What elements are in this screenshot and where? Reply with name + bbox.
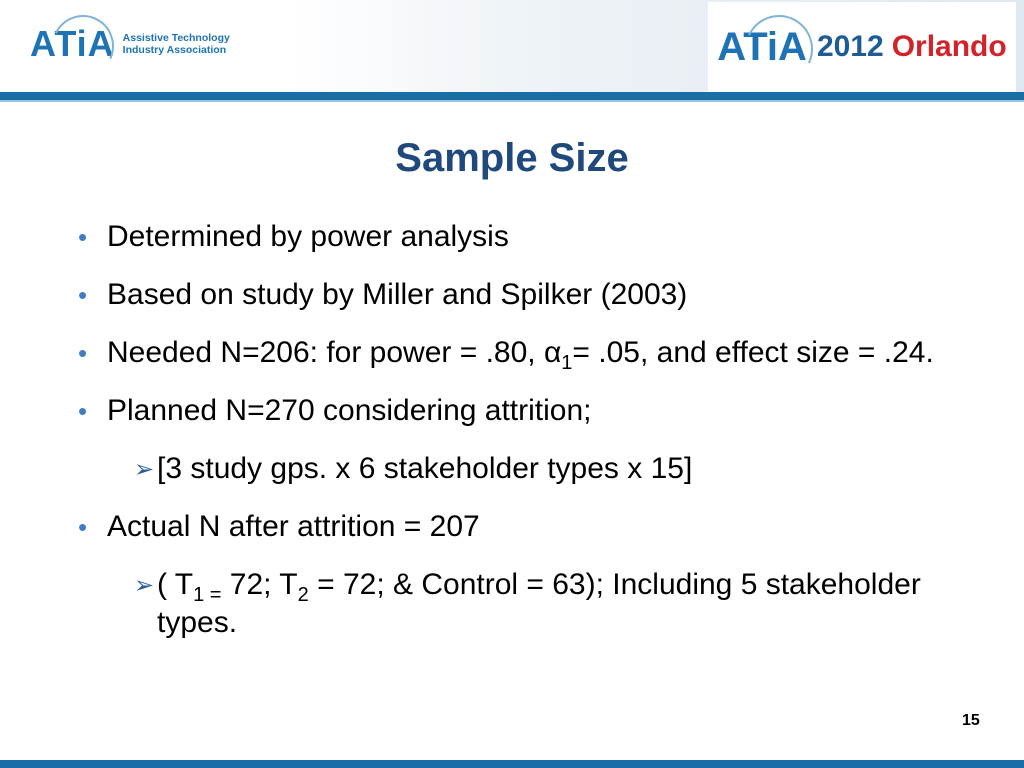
- bullet-item: [78, 276, 958, 314]
- conference-city: Orlando: [891, 30, 1007, 63]
- slide-body: [78, 218, 958, 662]
- sub-bullet-item: [78, 566, 958, 642]
- header-divider-thin: [0, 100, 1024, 102]
- bullet-item: [78, 392, 958, 430]
- bullet-text: Planned N=270 considering attrition;: [107, 394, 592, 427]
- atia-logo-text: ATiA: [30, 23, 115, 64]
- arrow-right-icon: ➢: [134, 572, 155, 599]
- t2-subscript: 2: [297, 584, 309, 606]
- slide-title: Sample Size: [395, 136, 629, 180]
- t1-subscript: 1 =: [193, 584, 222, 606]
- sub-bullet-text: [3 study gps. x 6 stakeholder types x 15]: [157, 452, 693, 485]
- alpha-subscript: 1: [561, 352, 573, 374]
- header-band: [0, 0, 1024, 92]
- conference-logo: [708, 2, 1016, 92]
- conference-year: 2012: [816, 30, 884, 63]
- bullet-text: Needed N=206: for power = .80, α: [107, 336, 562, 369]
- bullet-item: [78, 218, 958, 256]
- conference-swoosh-icon: [736, 5, 823, 92]
- page-number: 15: [962, 712, 980, 729]
- sub-bullet-text-cont: 72; T: [221, 568, 298, 601]
- logo-swoosh-icon: [43, 6, 122, 85]
- atia-logo: [30, 12, 230, 76]
- sub-bullet-text-end: = 72; & Control = 63); Including 5 stakeholder types.: [157, 568, 921, 639]
- bullet-text: Determined by power analysis: [107, 220, 509, 253]
- bullet-dot-icon: •: [78, 280, 88, 310]
- bullet-dot-icon: •: [78, 396, 88, 426]
- bullet-dot-icon: •: [78, 338, 88, 368]
- bullet-text: Actual N after attrition = 207: [107, 510, 480, 543]
- bullet-item: [78, 508, 958, 546]
- arrow-right-icon: ➢: [134, 456, 155, 483]
- footer-band: [0, 760, 1024, 768]
- bullet-text-cont: = .05, and effect size = .24.: [572, 336, 934, 369]
- atia-logo-line1: Assistive Technology: [122, 32, 230, 44]
- atia-logo-line2: Industry Association: [122, 44, 227, 56]
- conference-logo-text: ATiA: [717, 24, 807, 69]
- sub-bullet-item: [78, 450, 958, 488]
- bullet-dot-icon: •: [78, 222, 88, 252]
- bullet-text: Based on study by Miller and Spilker (2003): [107, 278, 688, 311]
- bullet-dot-icon: •: [78, 512, 88, 542]
- atia-logo-subtitle: [123, 32, 230, 56]
- header-divider: [0, 92, 1024, 100]
- atia-logo-wordmark: [30, 23, 115, 65]
- sub-bullet-text: ( T: [157, 568, 194, 601]
- conference-logo-wordmark: [717, 25, 807, 70]
- bullet-item: [78, 334, 958, 372]
